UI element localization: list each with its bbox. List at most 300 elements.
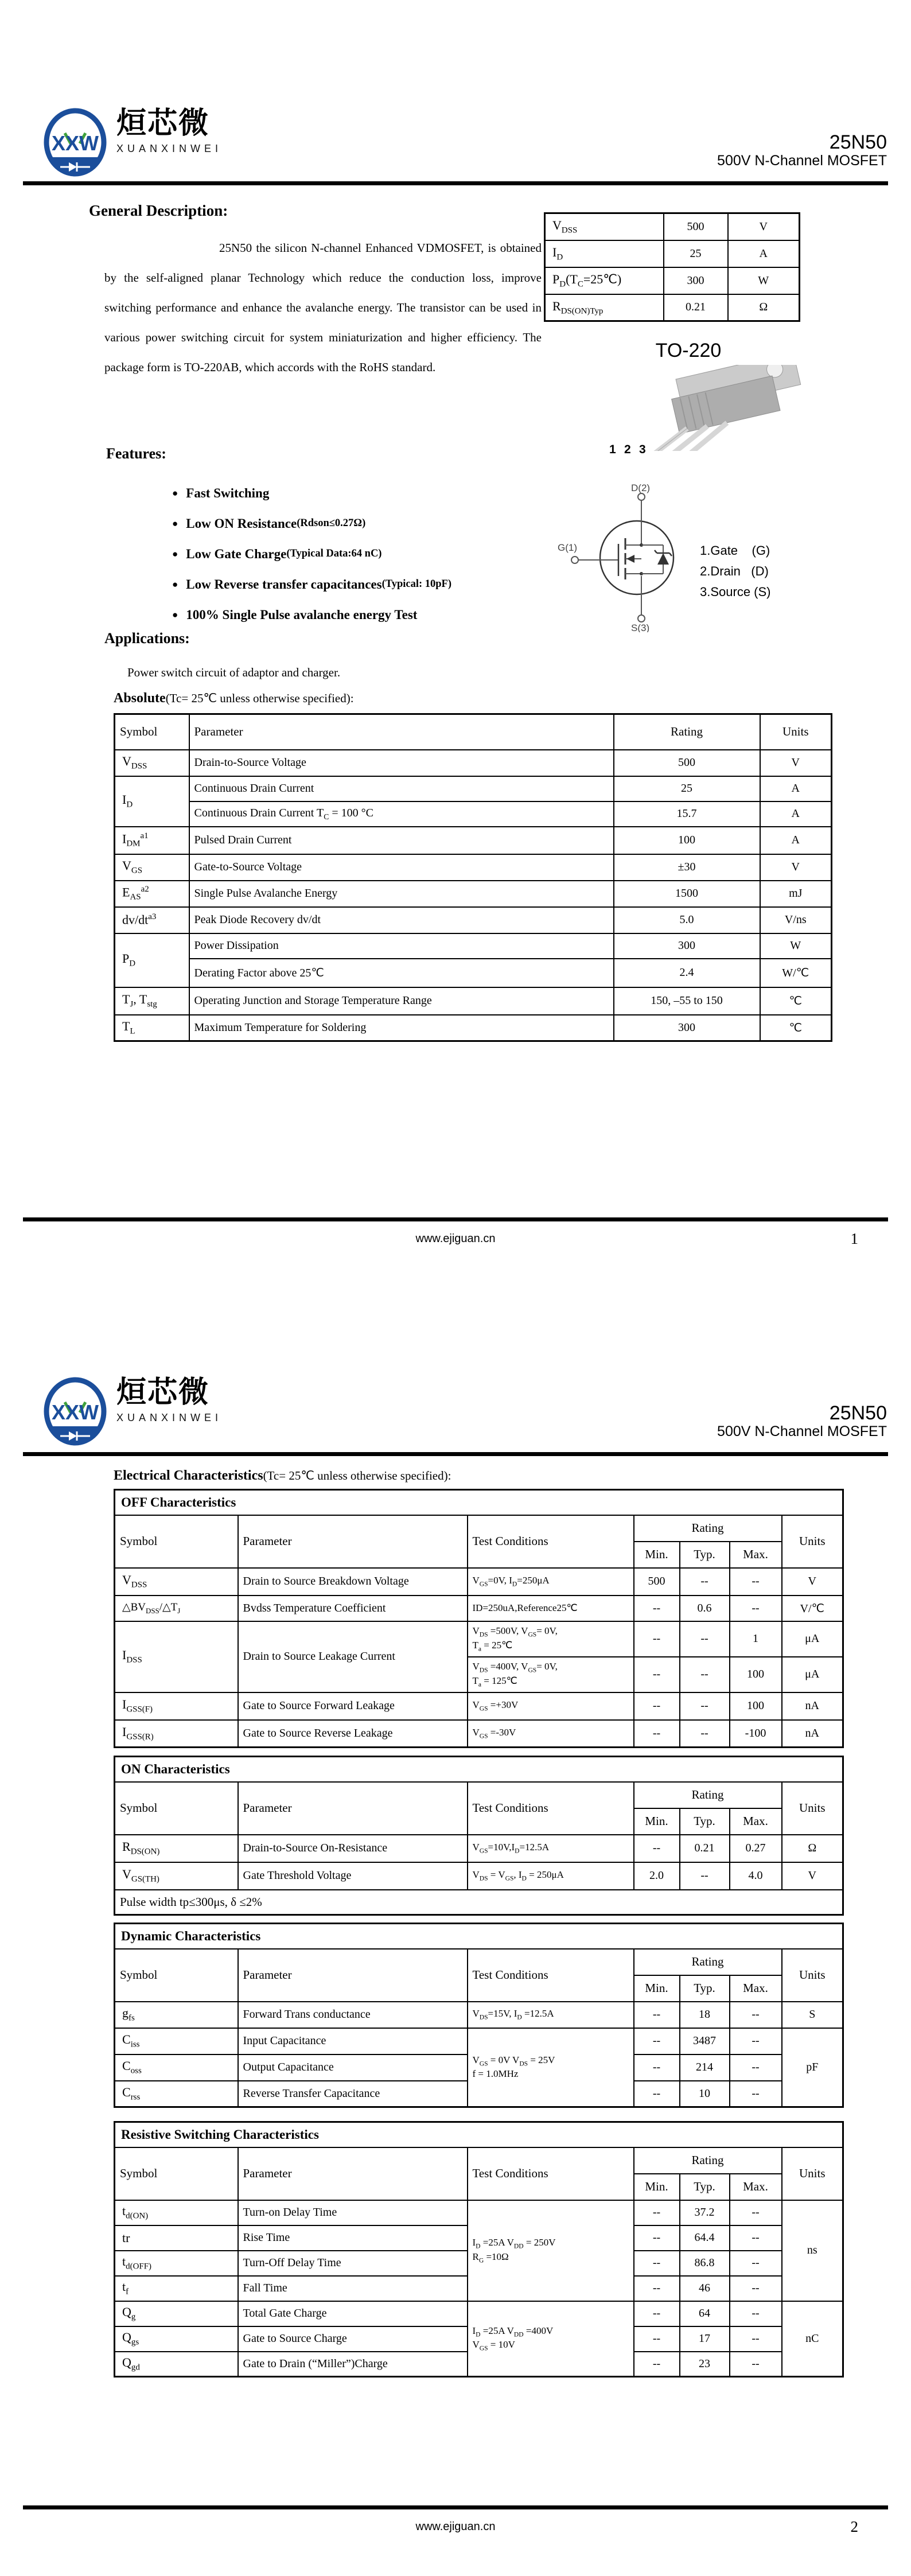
- max-cell: 1: [730, 1621, 782, 1657]
- header-cell: Test Conditions: [468, 2147, 634, 2200]
- symbol-cell: $Q_g$: [115, 2301, 238, 2326]
- parameter-cell: Maximum Temperature for Soldering: [189, 1015, 614, 1041]
- units-cell: μA: [782, 1621, 843, 1657]
- conditions-cell: $I_D =25A$ $V_{DD} =400V$ $V_{GS} = 10V$: [468, 2301, 634, 2377]
- rating-cell: 25: [614, 776, 760, 801]
- typ-cell: 23: [680, 2352, 730, 2377]
- table-row: [115, 907, 832, 933]
- units-cell: W/℃: [760, 959, 832, 987]
- brand-logo-icon: [43, 108, 107, 178]
- param-cell: $I_D$: [545, 240, 664, 267]
- table-row: [115, 987, 832, 1015]
- typ-cell: 64: [680, 2301, 730, 2326]
- parameter-cell: Gate to Source Charge: [238, 2326, 468, 2352]
- unit-cell: Ω: [728, 294, 800, 321]
- max-cell: --: [730, 2028, 782, 2054]
- pulse-note: Pulse width tp≤300μs, δ ≤2%: [115, 1890, 843, 1915]
- table-row: [115, 801, 832, 827]
- table-row: [115, 1621, 843, 1657]
- table-row: [115, 1596, 843, 1621]
- units-cell: ℃: [760, 1015, 832, 1041]
- header-rule: [23, 181, 888, 185]
- symbol-cell: $V_{GS}$: [115, 854, 189, 881]
- part-subtitle: 500V N-Channel MOSFET: [717, 1423, 887, 1440]
- parameter-cell: Continuous Drain Current $T_C = 100$ °C: [189, 801, 614, 827]
- units-cell: V: [782, 1862, 843, 1890]
- bullet-icon: ●: [172, 517, 178, 529]
- brand-logo: [43, 108, 222, 178]
- summary-table: [544, 212, 800, 322]
- header-cell: Rating: [634, 1782, 782, 1808]
- symbol-cell: $Q_{gd}$: [115, 2352, 238, 2377]
- table-row: [115, 714, 832, 750]
- table-row: [115, 854, 832, 881]
- legend-line: 1.Gate (G): [700, 543, 770, 558]
- symbol-cell: $P_D$: [115, 933, 189, 987]
- max-cell: --: [730, 2081, 782, 2107]
- part-number: 25N50: [829, 1402, 887, 1424]
- pin-numbers: [609, 443, 654, 457]
- resistive-switching-table: [114, 2121, 844, 2377]
- min-cell: --: [634, 2028, 680, 2054]
- source-label: S(3): [631, 622, 650, 632]
- rating-cell: 150, –55 to 150: [614, 987, 760, 1015]
- feature-text: Low Reverse transfer capacitances: [186, 577, 382, 592]
- table-row: [545, 294, 800, 321]
- typ-cell: 17: [680, 2326, 730, 2352]
- feature-text: Low ON Resistance: [186, 516, 297, 531]
- bullet-icon: ●: [172, 578, 178, 590]
- typ-cell: 0.21: [680, 1835, 730, 1862]
- bullet-icon: ●: [172, 609, 178, 620]
- parameter-cell: Reverse Transfer Capacitance: [238, 2081, 468, 2107]
- symbol-cell: $g_{fs}$: [115, 2002, 238, 2028]
- table-row: [545, 240, 800, 267]
- feature-text: Low Gate Charge: [186, 546, 287, 561]
- typ-cell: --: [680, 1621, 730, 1657]
- header-cell: Parameter: [238, 2147, 468, 2200]
- symbol-cell: $I_{GSS(F)}$: [115, 1692, 238, 1720]
- feature-text: 100% Single Pulse avalanche energy Test: [186, 607, 418, 622]
- max-cell: 0.27: [730, 1835, 782, 1862]
- min-cell: --: [634, 1835, 680, 1862]
- units-cell: V/℃: [782, 1596, 843, 1621]
- features-title: Features:: [106, 445, 166, 462]
- value-cell: 500: [664, 213, 728, 240]
- max-cell: --: [730, 2200, 782, 2225]
- symbol-cell: $t_{d(OFF)}$: [115, 2251, 238, 2276]
- min-cell: --: [634, 2200, 680, 2225]
- rating-cell: 15.7: [614, 801, 760, 827]
- header-cell: Max.: [730, 2174, 782, 2200]
- units-cell: W: [760, 933, 832, 959]
- parameter-cell: Turn-on Delay Time: [238, 2200, 468, 2225]
- min-cell: --: [634, 1657, 680, 1692]
- typ-cell: --: [680, 1692, 730, 1720]
- parameter-cell: Fall Time: [238, 2276, 468, 2301]
- units-cell: ℃: [760, 987, 832, 1015]
- units-cell: Ω: [782, 1835, 843, 1862]
- min-cell: 2.0: [634, 1862, 680, 1890]
- absolute-title: Absolute(Tc= 25℃ unless otherwise specified):: [114, 691, 354, 706]
- min-cell: --: [634, 2301, 680, 2326]
- legend-line: 3.Source (S): [700, 585, 771, 599]
- header-cell: Units: [782, 1949, 843, 2002]
- legend-line: 2.Drain (D): [700, 564, 769, 578]
- units-cell: V: [760, 750, 832, 776]
- typ-cell: 3487: [680, 2028, 730, 2054]
- electrical-title: Electrical Characteristics(Tc= 25℃ unless otherwise specified):: [114, 1468, 451, 1483]
- feature-item: [172, 539, 451, 569]
- unit-cell: A: [728, 240, 800, 267]
- units-cell: A: [760, 827, 832, 854]
- max-cell: --: [730, 2276, 782, 2301]
- header-cell: Max.: [730, 1542, 782, 1568]
- general-description-text: 25N50 the silicon N-channel Enhanced VDMOSFET, is obtained by the self-aligned planar Technology which reduce the conduction loss, improve switching performance and enhance the avalanche energy. The transistor can be used in various power switching circuit for system miniaturization and higher efficiency. The package form is TO-220AB, which accords with the RoHS standard.: [104, 241, 542, 374]
- header-cell: Units: [782, 2147, 843, 2200]
- min-cell: --: [634, 2251, 680, 2276]
- value-cell: 300: [664, 267, 728, 294]
- parameter-cell: Forward Trans conductance: [238, 2002, 468, 2028]
- conditions-cell: $V_{DS}=15V$, $I_D =12.5A$: [468, 2002, 634, 2028]
- header-cell: Parameter: [238, 1515, 468, 1568]
- symbol-cell: $T_L$: [115, 1015, 189, 1041]
- pin-number: 3: [639, 443, 646, 456]
- typ-cell: --: [680, 1862, 730, 1890]
- units-cell: mJ: [760, 881, 832, 907]
- min-cell: --: [634, 1596, 680, 1621]
- package-label: TO-220: [655, 340, 722, 361]
- symbol-cell: $t_f$: [115, 2276, 238, 2301]
- part-subtitle: 500V N-Channel MOSFET: [717, 153, 887, 169]
- mosfet-symbol: [551, 483, 723, 632]
- header-cell: Rating: [634, 2147, 782, 2174]
- bullet-icon: ●: [172, 487, 178, 499]
- conditions-cell: $V_{GS} = 0V$ $V_{DS} = 25V$ f = 1.0MHz: [468, 2028, 634, 2107]
- header-cell: Test Conditions: [468, 1782, 634, 1835]
- table-row: [115, 750, 832, 776]
- parameter-cell: Gate-to-Source Voltage: [189, 854, 614, 881]
- table-row: [115, 1692, 843, 1720]
- parameter-cell: Gate Threshold Voltage: [238, 1862, 468, 1890]
- max-cell: 100: [730, 1657, 782, 1692]
- units-cell: V/ns: [760, 907, 832, 933]
- features-list: [172, 478, 451, 630]
- symbol-cell: $Q_{gs}$: [115, 2326, 238, 2352]
- min-cell: --: [634, 1720, 680, 1748]
- table-row: [115, 2147, 843, 2174]
- header-cell: Rating: [614, 714, 760, 750]
- brand-logo: [43, 1377, 222, 1447]
- off-characteristics-table: [114, 1489, 844, 1748]
- footer-site: www.ejiguan.cn: [415, 2520, 496, 2533]
- footer-rule: [23, 2505, 888, 2509]
- header-cell: Typ.: [680, 1808, 730, 1835]
- units-cell: S: [782, 2002, 843, 2028]
- unit-cell: W: [728, 267, 800, 294]
- conditions-cell: $V_{DS} = V_{GS}$, $I_D = 250\mu A$: [468, 1862, 634, 1890]
- brand-name-cn: 烜芯微: [116, 106, 210, 141]
- rating-cell: 500: [614, 750, 760, 776]
- parameter-cell: Input Capacitance: [238, 2028, 468, 2054]
- max-cell: 4.0: [730, 1862, 782, 1890]
- pin-number: 2: [624, 443, 631, 456]
- symbol-cell: $V_{GS(TH)}$: [115, 1862, 238, 1890]
- symbol-cell: $V_{DSS}$: [115, 750, 189, 776]
- min-cell: --: [634, 2225, 680, 2251]
- symbol-cell: $\triangle BV_{DSS}/\triangle T_J$: [115, 1596, 238, 1621]
- units-cell: ns: [782, 2200, 843, 2301]
- symbol-cell: $I_{GSS(R)}$: [115, 1720, 238, 1748]
- header-cell: Test Conditions: [468, 1515, 634, 1568]
- header-cell: Parameter: [189, 714, 614, 750]
- typ-cell: 37.2: [680, 2200, 730, 2225]
- header-cell: Symbol: [115, 714, 189, 750]
- conditions-cell: $V_{DS} =400V$, $V_{GS}= 0V$, $T_a$ = 125℃: [468, 1657, 634, 1692]
- table-row: [115, 1757, 843, 1782]
- footer-rule: [23, 1217, 888, 1221]
- table-row: [115, 1568, 843, 1596]
- min-cell: --: [634, 2054, 680, 2081]
- brand-monogram: XXW: [51, 1400, 99, 1424]
- parameter-cell: Total Gate Charge: [238, 2301, 468, 2326]
- feature-note: (Typical Data:64 nC): [286, 548, 382, 559]
- parameter-cell: Derating Factor above 25℃: [189, 959, 614, 987]
- header-cell: Units: [782, 1782, 843, 1835]
- parameter-cell: Gate to Drain (“Miller”)Charge: [238, 2352, 468, 2377]
- table-row: [115, 2301, 843, 2326]
- max-cell: 100: [730, 1692, 782, 1720]
- table-row: [115, 933, 832, 959]
- symbol-cell: $C_{rss}$: [115, 2081, 238, 2107]
- header-cell: Min.: [634, 1808, 680, 1835]
- brand-name-cn: 烜芯微: [116, 1375, 210, 1410]
- unit-cell: V: [728, 213, 800, 240]
- table-row: [115, 1720, 843, 1748]
- part-number: 25N50: [829, 131, 887, 153]
- parameter-cell: Peak Diode Recovery dv/dt: [189, 907, 614, 933]
- table-row: [115, 776, 832, 801]
- symbol-cell: tr: [115, 2225, 238, 2251]
- parameter-cell: Turn-Off Delay Time: [238, 2251, 468, 2276]
- parameter-cell: Single Pulse Avalanche Energy: [189, 881, 614, 907]
- table-row: [115, 1015, 832, 1041]
- parameter-cell: Rise Time: [238, 2225, 468, 2251]
- param-cell: $P_D(T_C=25℃)$: [545, 267, 664, 294]
- brand-monogram: XXW: [51, 131, 99, 155]
- parameter-cell: Gate to Source Reverse Leakage: [238, 1720, 468, 1748]
- units-cell: A: [760, 801, 832, 827]
- header-cell: Parameter: [238, 1949, 468, 2002]
- typ-cell: 86.8: [680, 2251, 730, 2276]
- feature-item: [172, 478, 451, 508]
- typ-cell: 64.4: [680, 2225, 730, 2251]
- parameter-cell: Drain-to-Source On-Resistance: [238, 1835, 468, 1862]
- header-cell: Max.: [730, 1975, 782, 2002]
- parameter-cell: Output Capacitance: [238, 2054, 468, 2081]
- header-cell: Min.: [634, 1542, 680, 1568]
- symbol-cell: $C_{oss}$: [115, 2054, 238, 2081]
- table-row: [115, 1949, 843, 1975]
- header-cell: Rating: [634, 1515, 782, 1542]
- feature-item: [172, 569, 451, 600]
- value-cell: 0.21: [664, 294, 728, 321]
- symbol-cell: $I_{DSS}$: [115, 1621, 238, 1692]
- typ-cell: --: [680, 1657, 730, 1692]
- conditions-cell: $V_{GS} =+30V$: [468, 1692, 634, 1720]
- symbol-cell: $E_{AS}^{a2}$: [115, 881, 189, 907]
- units-cell: V: [760, 854, 832, 881]
- absolute-ratings-table: [114, 713, 832, 1042]
- header-cell: Min.: [634, 1975, 680, 2002]
- max-cell: --: [730, 2002, 782, 2028]
- symbol-cell: $dv/dt^{a3}$: [115, 907, 189, 933]
- applications-title: Applications:: [104, 630, 190, 647]
- units-cell: V: [782, 1568, 843, 1596]
- typ-cell: 0.6: [680, 1596, 730, 1621]
- bullet-icon: ●: [172, 548, 178, 559]
- table-row: [545, 267, 800, 294]
- table-row: [115, 2122, 843, 2147]
- page-number: 2: [850, 2518, 858, 2535]
- feature-item: [172, 508, 451, 539]
- typ-cell: 46: [680, 2276, 730, 2301]
- parameter-cell: Power Dissipation: [189, 933, 614, 959]
- header-cell: Units: [760, 714, 832, 750]
- min-cell: --: [634, 1621, 680, 1657]
- header-rule: [23, 1452, 888, 1456]
- table-row: [115, 881, 832, 907]
- max-cell: --: [730, 2251, 782, 2276]
- drain-label: D(2): [631, 483, 651, 493]
- pin-legend: [700, 540, 771, 602]
- header-cell: Symbol: [115, 1782, 238, 1835]
- min-cell: --: [634, 2276, 680, 2301]
- table-row: [115, 1835, 843, 1862]
- max-cell: -100: [730, 1720, 782, 1748]
- typ-cell: 18: [680, 2002, 730, 2028]
- parameter-cell: Operating Junction and Storage Temperature Range: [189, 987, 614, 1015]
- table-row: [115, 2002, 843, 2028]
- parameter-cell: Drain-to-Source Voltage: [189, 750, 614, 776]
- pin-number: 1: [609, 443, 616, 456]
- units-cell: μA: [782, 1657, 843, 1692]
- parameter-cell: Bvdss Temperature Coefficient: [238, 1596, 468, 1621]
- max-cell: --: [730, 2054, 782, 2081]
- header-cell: Test Conditions: [468, 1949, 634, 2002]
- conditions-cell: $V_{GS} =-30V$: [468, 1720, 634, 1748]
- header-cell: Max.: [730, 1808, 782, 1835]
- conditions-cell: $V_{GS}=10V,I_D=12.5A$: [468, 1835, 634, 1862]
- gate-label: G(1): [558, 542, 577, 553]
- header-cell: Rating: [634, 1949, 782, 1975]
- symbol-cell: $T_J$, $T_{stg}$: [115, 987, 189, 1015]
- header-cell: Symbol: [115, 2147, 238, 2200]
- table-row: [115, 959, 832, 987]
- typ-cell: 214: [680, 2054, 730, 2081]
- feature-item: [172, 600, 451, 630]
- feature-note: (Typical: 10pF): [381, 578, 452, 590]
- rating-cell: 2.4: [614, 959, 760, 987]
- header-cell: Typ.: [680, 2174, 730, 2200]
- header-cell: Typ.: [680, 1975, 730, 2002]
- min-cell: --: [634, 2081, 680, 2107]
- footer-site: www.ejiguan.cn: [415, 1232, 496, 1245]
- max-cell: --: [730, 1596, 782, 1621]
- table-row: [115, 2028, 843, 2054]
- max-cell: --: [730, 2225, 782, 2251]
- units-cell: nA: [782, 1720, 843, 1748]
- parameter-cell: Drain to Source Breakdown Voltage: [238, 1568, 468, 1596]
- symbol-cell: $R_{DS(ON)}$: [115, 1835, 238, 1862]
- min-cell: 500: [634, 1568, 680, 1596]
- typ-cell: --: [680, 1568, 730, 1596]
- parameter-cell: Continuous Drain Current: [189, 776, 614, 801]
- rating-cell: 5.0: [614, 907, 760, 933]
- parameter-cell: Pulsed Drain Current: [189, 827, 614, 854]
- section-title: Dynamic Characteristics: [115, 1924, 843, 1949]
- conditions-cell: ID=250uA,Reference25℃: [468, 1596, 634, 1621]
- rating-cell: 300: [614, 933, 760, 959]
- conditions-cell: $I_D =25A$ $V_{DD} = 250V$ $R_G =10\Omega$: [468, 2200, 634, 2301]
- brand-name-en: XUANXINWEI: [116, 1411, 223, 1423]
- table-row: [115, 1782, 843, 1808]
- max-cell: --: [730, 2326, 782, 2352]
- symbol-cell: $V_{DSS}$: [115, 1568, 238, 1596]
- symbol-cell: $t_{d(ON)}$: [115, 2200, 238, 2225]
- parameter-cell: Gate to Source Forward Leakage: [238, 1692, 468, 1720]
- feature-text: Fast Switching: [186, 485, 270, 500]
- header-cell: Units: [782, 1515, 843, 1568]
- table-row: [115, 1862, 843, 1890]
- header-cell: Parameter: [238, 1782, 468, 1835]
- header-cell: Symbol: [115, 1949, 238, 2002]
- header-cell: Typ.: [680, 1542, 730, 1568]
- feature-note: (Rdson≤0.27Ω): [297, 517, 366, 529]
- rating-cell: ±30: [614, 854, 760, 881]
- page-2: [0, 1288, 911, 2576]
- max-cell: --: [730, 1568, 782, 1596]
- parameter-cell: Drain to Source Leakage Current: [238, 1621, 468, 1692]
- typ-cell: 10: [680, 2081, 730, 2107]
- conditions-cell: $V_{GS}=0V$, $I_D=250\mu A$: [468, 1568, 634, 1596]
- symbol-cell: $C_{iss}$: [115, 2028, 238, 2054]
- section-title: OFF Characteristics: [115, 1490, 843, 1515]
- rating-cell: 300: [614, 1015, 760, 1041]
- brand-logo-icon: [43, 1377, 107, 1447]
- header-cell: Symbol: [115, 1515, 238, 1568]
- min-cell: --: [634, 2352, 680, 2377]
- typ-cell: --: [680, 1720, 730, 1748]
- param-cell: $V_{DSS}$: [545, 213, 664, 240]
- rating-cell: 1500: [614, 881, 760, 907]
- general-description-title: General Description:: [89, 202, 228, 219]
- max-cell: --: [730, 2301, 782, 2326]
- min-cell: --: [634, 2002, 680, 2028]
- header-cell: Min.: [634, 2174, 680, 2200]
- dynamic-characteristics-table: [114, 1923, 844, 2108]
- max-cell: --: [730, 2352, 782, 2377]
- symbol-cell: $I_D$: [115, 776, 189, 827]
- conditions-cell: $V_{DS} =500V$, $V_{GS}= 0V$, $T_a$ = 25℃: [468, 1621, 634, 1657]
- page-number: 1: [850, 1230, 858, 1247]
- rating-cell: 100: [614, 827, 760, 854]
- symbol-cell: $I_{DM}^{a1}$: [115, 827, 189, 854]
- table-row: [115, 1924, 843, 1949]
- units-cell: pF: [782, 2028, 843, 2107]
- section-title: ON Characteristics: [115, 1757, 843, 1782]
- units-cell: A: [760, 776, 832, 801]
